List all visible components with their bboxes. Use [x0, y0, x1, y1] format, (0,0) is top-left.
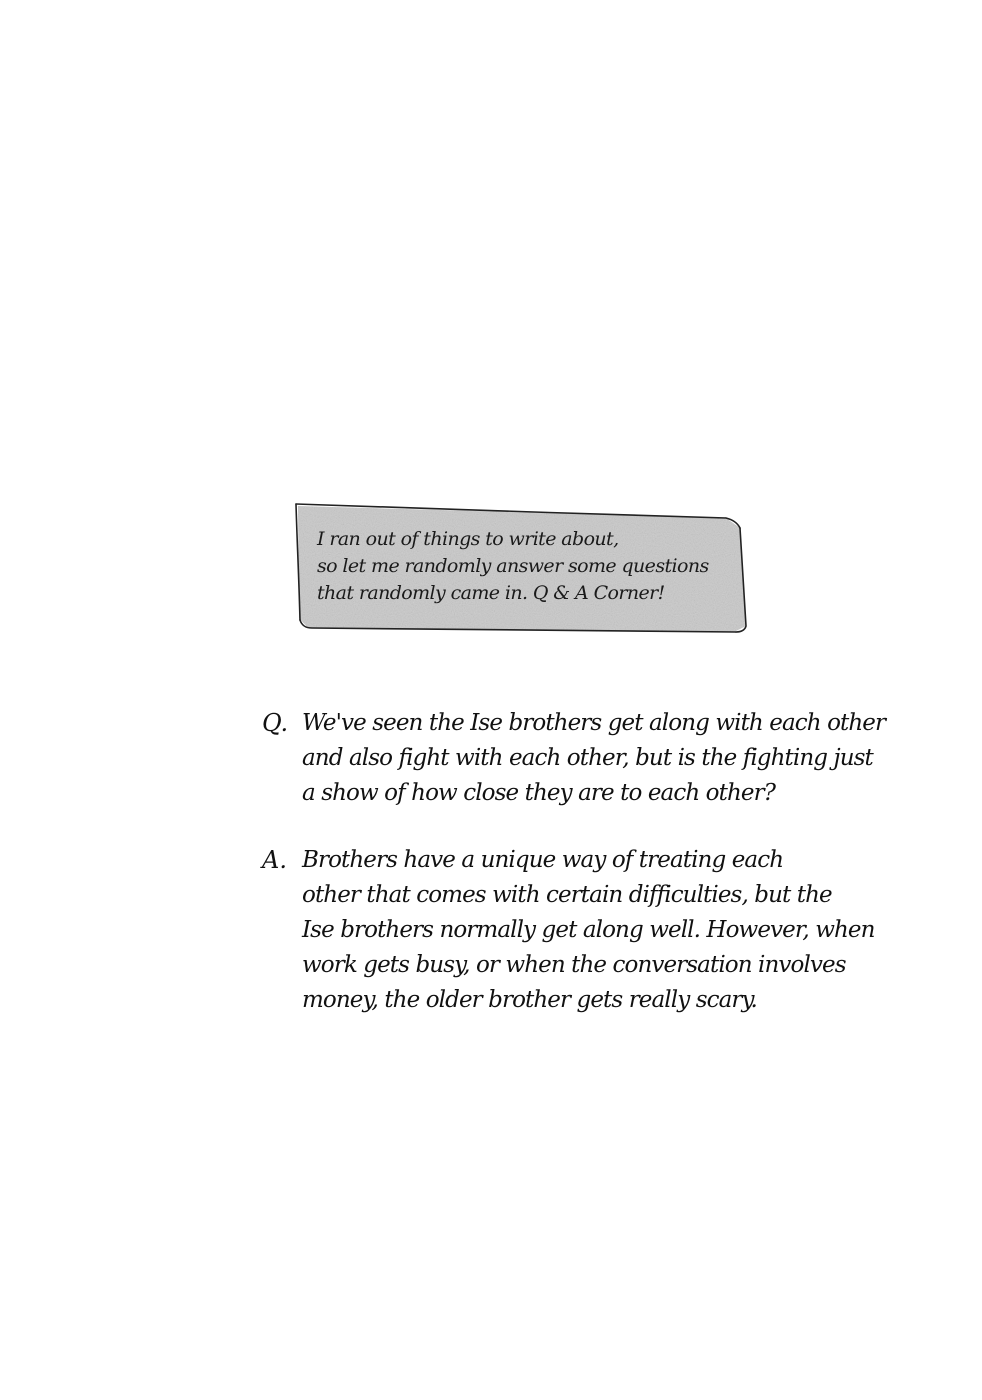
answer-line: money, the older brother gets really scary. [302, 987, 757, 1013]
answer-marker: A. [262, 846, 287, 874]
note-text [317, 526, 737, 607]
answer-line: Ise brothers normally get along well. However, when [302, 917, 875, 943]
answer-line: work gets busy, or when the conversation involves [302, 952, 846, 978]
note-line: I ran out of things to write about, [317, 528, 619, 550]
question-marker: Q. [262, 709, 289, 737]
question-line: a show of how close they are to each other? [302, 780, 776, 806]
question-line: We've seen the Ise brothers get along with each other [302, 710, 886, 736]
answer-line: other that comes with certain difficulties, but the [302, 882, 832, 908]
answer-line: Brothers have a unique way of treating each [302, 847, 784, 873]
note-line: that randomly came in. Q & A Corner! [317, 582, 665, 604]
question-text [302, 706, 892, 811]
note-box [290, 500, 750, 635]
answer-text [302, 843, 892, 1018]
note-line: so let me randomly answer some questions [317, 555, 709, 577]
question-line: and also fight with each other, but is the fighting just [302, 745, 873, 771]
